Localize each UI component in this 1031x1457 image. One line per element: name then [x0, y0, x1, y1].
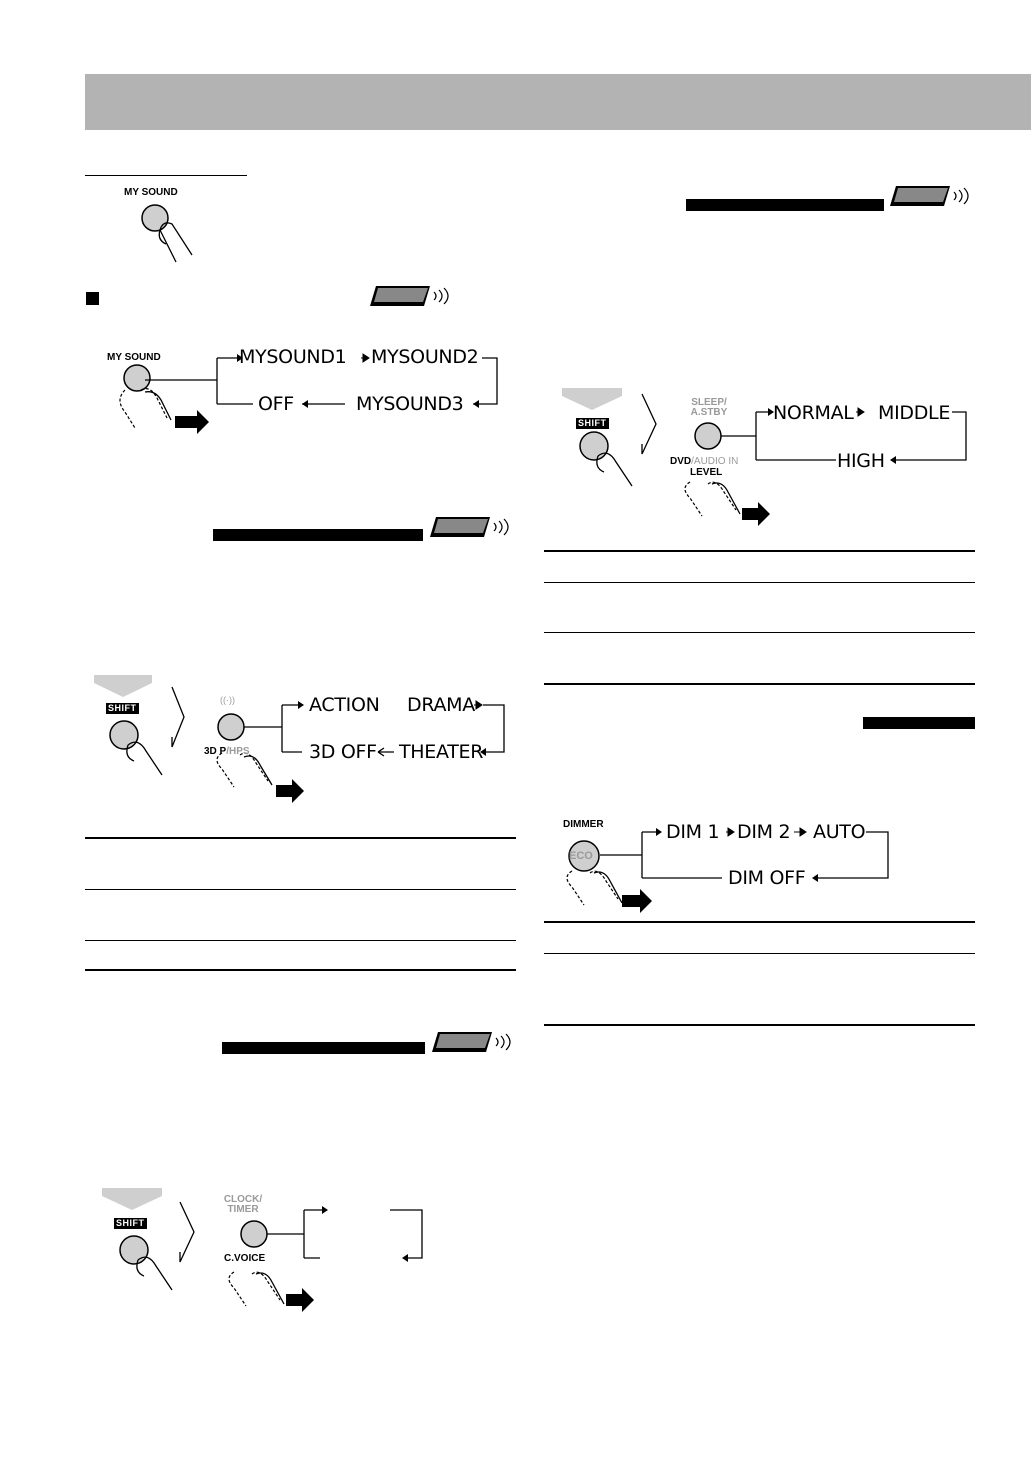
table-rule	[544, 1024, 975, 1026]
dimmer-item-2: DIM 2	[737, 821, 791, 843]
level-button-label: LEVEL	[690, 467, 723, 478]
shift-key-label: SHIFT	[578, 418, 607, 428]
table-rule	[544, 953, 975, 954]
table-rule	[544, 921, 975, 923]
table-rule	[544, 582, 975, 583]
dimmer-item-auto: AUTO	[813, 821, 866, 843]
dvd-audio-in-button-label: DVD/AUDIO IN	[670, 456, 739, 467]
shift-key-label: SHIFT	[116, 1218, 145, 1228]
table-rule	[544, 550, 975, 552]
table-rule	[85, 837, 516, 839]
my-sound-item-off: OFF	[258, 393, 294, 415]
page-header-band	[85, 74, 1031, 130]
surround-icon: ((·))	[220, 695, 235, 705]
table-rule	[544, 632, 975, 633]
table-rule	[85, 969, 516, 971]
my-sound-button-label: MY SOUND	[124, 187, 178, 198]
shift-key-label: SHIFT	[108, 703, 137, 713]
my-sound-button-label-2: MY SOUND	[107, 352, 161, 363]
my-sound-item-1: MYSOUND1	[239, 346, 347, 368]
sleep-astby-button-label: SLEEP/ A.STBY	[690, 397, 728, 418]
dimmer-item-1: DIM 1	[666, 821, 720, 843]
remote-control-icon	[428, 513, 518, 543]
clock-timer-button-label: CLOCK/ TIMER	[223, 1194, 263, 1215]
remote-control-icon	[888, 182, 978, 212]
level-item-normal: NORMAL	[773, 402, 854, 424]
my-sound-button-icon[interactable]	[130, 200, 210, 265]
remote-control-icon	[368, 282, 458, 312]
3d-item-drama: DRAMA	[407, 694, 475, 716]
eco-button-label: ECO	[569, 850, 593, 862]
level-item-high: HIGH	[837, 450, 885, 472]
section-marker	[86, 292, 99, 305]
dimmer-button-label: DIMMER	[563, 819, 604, 830]
section-underline	[85, 175, 247, 176]
heading-bar-level	[686, 199, 884, 211]
3d-phonic-button-label: 3D P/HPS	[204, 746, 250, 757]
table-rule	[85, 889, 516, 890]
table-rule	[544, 683, 975, 685]
my-sound-item-3: MYSOUND3	[356, 393, 464, 415]
heading-bar-dimmer	[863, 717, 975, 729]
3d-item-off: 3D OFF	[309, 741, 377, 763]
3d-item-action: ACTION	[309, 694, 380, 716]
table-rule	[85, 940, 516, 941]
dimmer-item-off: DIM OFF	[728, 867, 806, 889]
level-item-middle: MIDDLE	[878, 402, 951, 424]
heading-bar-cvoice	[222, 1042, 425, 1054]
remote-control-icon	[430, 1028, 520, 1058]
cvoice-button-label: C.VOICE	[224, 1253, 266, 1264]
my-sound-item-2: MYSOUND2	[371, 346, 479, 368]
heading-bar-3d	[213, 529, 423, 541]
3d-item-theater: THEATER	[399, 741, 484, 763]
